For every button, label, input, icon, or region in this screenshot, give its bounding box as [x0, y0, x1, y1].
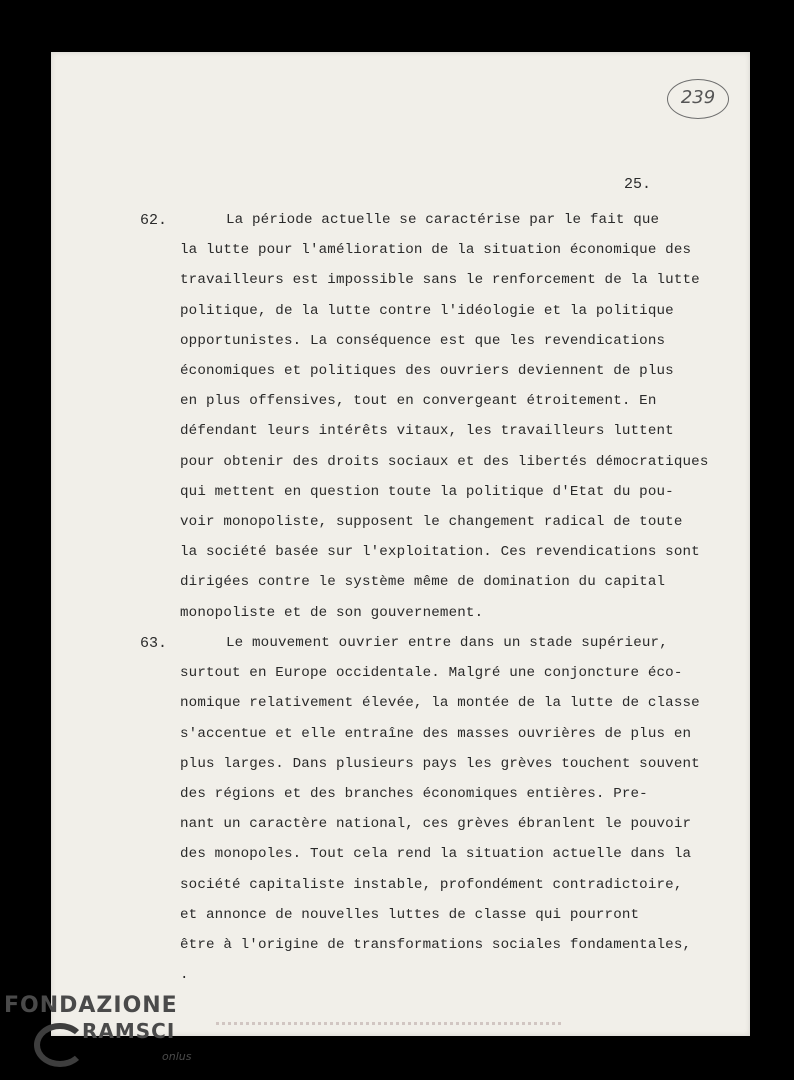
text-line: économiques et politiques des ouvriers deviennent de plus: [180, 363, 674, 379]
text-line: qui mettent en question toute la politique d'Etat du pou-: [180, 484, 674, 500]
paper-stain: [216, 1022, 561, 1025]
text-line: des régions et des branches économiques entières. Pre-: [180, 786, 648, 802]
text-line: la lutte pour l'amélioration de la situation économique des: [180, 242, 692, 258]
fondazione-gramsci-logo: [4, 993, 204, 1073]
text-line: plus larges. Dans plusieurs pays les grèves touchent souvent: [180, 756, 700, 772]
text-line: des monopoles. Tout cela rend la situation actuelle dans la: [180, 846, 692, 862]
logo-text-line1: FONDAZIONE: [4, 993, 178, 1018]
text-line: nomique relativement élevée, la montée de la lutte de classe: [180, 695, 700, 711]
text-line: La période actuelle se caractérise par le fait que: [226, 212, 660, 228]
text-line: politique, de la lutte contre l'idéologie et la politique: [180, 303, 674, 319]
text-line: et annonce de nouvelles luttes de classe qui pourront: [180, 907, 640, 923]
text-line: en plus offensives, tout en convergeant étroitement. En: [180, 393, 657, 409]
logo-g-icon: [34, 1023, 86, 1067]
text-line: société capitaliste instable, profondément contradictoire,: [180, 877, 683, 893]
text-line: monopoliste et de son gouvernement.: [180, 605, 484, 621]
text-line: Le mouvement ouvrier entre dans un stade supérieur,: [226, 635, 668, 651]
text-line: voir monopoliste, supposent le changement radical de toute: [180, 514, 683, 530]
text-line: opportunistes. La conséquence est que les revendications: [180, 333, 666, 349]
text-line: être à l'origine de transformations sociales fondamentales,: [180, 937, 692, 953]
text-line: surtout en Europe occidentale. Malgré une conjoncture éco-: [180, 665, 683, 681]
text-line: la société basée sur l'exploitation. Ces revendications sont: [180, 544, 700, 560]
page-number: 25.: [624, 176, 652, 193]
text-line: dirigées contre le système même de domination du capital: [180, 574, 666, 590]
logo-text-line2: RAMSCI: [82, 1019, 176, 1043]
text-line: s'accentue et elle entraîne des masses ouvrières de plus en: [180, 726, 692, 742]
paragraph-number: 62.: [140, 212, 168, 229]
paragraph-number: 63.: [140, 635, 168, 652]
text-line: travailleurs est impossible sans le renforcement de la lutte: [180, 272, 700, 288]
text-line: pour obtenir des droits sociaux et des libertés démocratiques: [180, 454, 709, 470]
text-line: nant un caractère national, ces grèves ébranlent le pouvoir: [180, 816, 692, 832]
text-line: .: [180, 967, 189, 983]
document-page: [51, 52, 750, 1036]
logo-text-line3: onlus: [162, 1050, 192, 1063]
archive-stamp: 239: [667, 79, 729, 119]
text-line: défendant leurs intérêts vitaux, les travailleurs luttent: [180, 423, 674, 439]
